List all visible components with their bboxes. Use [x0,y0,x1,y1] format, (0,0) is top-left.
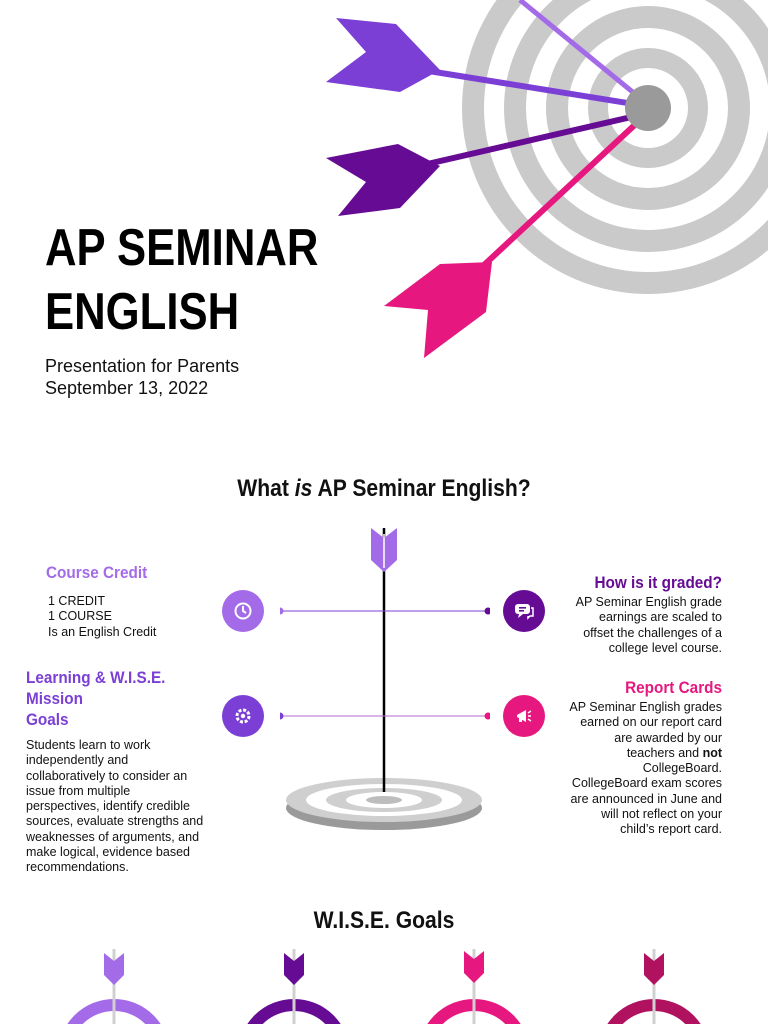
wise-goal-4 [604,949,704,1024]
target-illustration [300,0,768,370]
mission-line: perspectives, identify credible [26,799,190,814]
page-title [45,216,318,344]
wise-goal-1 [64,949,164,1024]
graded-line: offset the challenges of a [583,625,722,640]
graded-body [552,595,722,656]
course-credit-body [46,594,226,640]
report-line-teachers [552,746,722,761]
mission-title [26,667,224,730]
mission-line: independently and [26,753,129,768]
title-line-2: ENGLISH [45,283,240,341]
chat-icon [503,590,545,632]
course-credit-line: Is an English Credit [48,624,157,639]
course-credit-line: 1 COURSE [48,609,112,624]
mission-line: weaknesses of arguments, and [26,829,200,844]
report-cards-body [552,700,722,838]
graded-line: earnings are scaled to [599,610,722,625]
overview-heading-emphasis: is [294,475,313,502]
graded-block [552,572,722,656]
report-line: will not reflect on your [601,807,722,822]
megaphone-icon [503,695,545,737]
mission-body [26,738,226,876]
course-credit-line: 1 CREDIT [48,594,105,608]
overview-heading-suffix: AP Seminar English? [312,475,531,502]
report-not-text: not [702,745,722,760]
wise-goal-graphics [0,945,768,1024]
mission-line: recommendations. [26,860,129,875]
graded-line: AP Seminar English grade [575,595,722,609]
mission-line: issue from multiple [26,783,131,798]
report-line: AP Seminar English grades [569,700,722,714]
mission-line: Students learn to work [26,738,151,752]
course-credit-block [46,562,226,640]
course-credit-title: Course Credit [46,563,148,582]
overview-heading [46,474,722,504]
mission-line: collaboratively to consider an [26,768,188,783]
title-line-1: AP SEMINAR [45,219,319,277]
mission-line: sources, evaluate strengths and [26,814,204,829]
report-line: are awarded by our [614,730,722,745]
report-line: earned on our report card [580,715,722,730]
report-line: CollegeBoard exam scores [571,776,722,791]
report-line: CollegeBoard. [642,761,722,776]
report-cards-title: Report Cards [625,678,722,697]
gear-icon [222,695,264,737]
overview-heading-prefix: What [237,475,295,502]
report-line: are announced in June and [570,791,722,806]
subtitle [45,355,239,399]
graded-title: How is it graded? [594,573,722,592]
center-target-graphic [280,520,490,840]
report-teachers-text: teachers and [626,745,703,760]
report-line: child’s report card. [620,822,722,837]
wise-heading: W.I.S.E. Goals [313,907,455,934]
report-cards-block [552,677,722,838]
clock-icon [222,590,264,632]
graded-line: college level course. [608,640,722,655]
wise-goal-3 [424,949,524,1024]
wise-goal-2 [244,949,344,1024]
mission-title-line-1: Learning & W.I.S.E. Mission [26,668,166,708]
mission-title-line-2: Goals [26,710,69,729]
subtitle-line-1: Presentation for Parents [45,356,240,376]
bullseye [625,85,671,131]
mission-block [26,667,226,876]
subtitle-line-2: September 13, 2022 [45,378,209,398]
mission-line: make logical, evidence based [26,845,190,860]
